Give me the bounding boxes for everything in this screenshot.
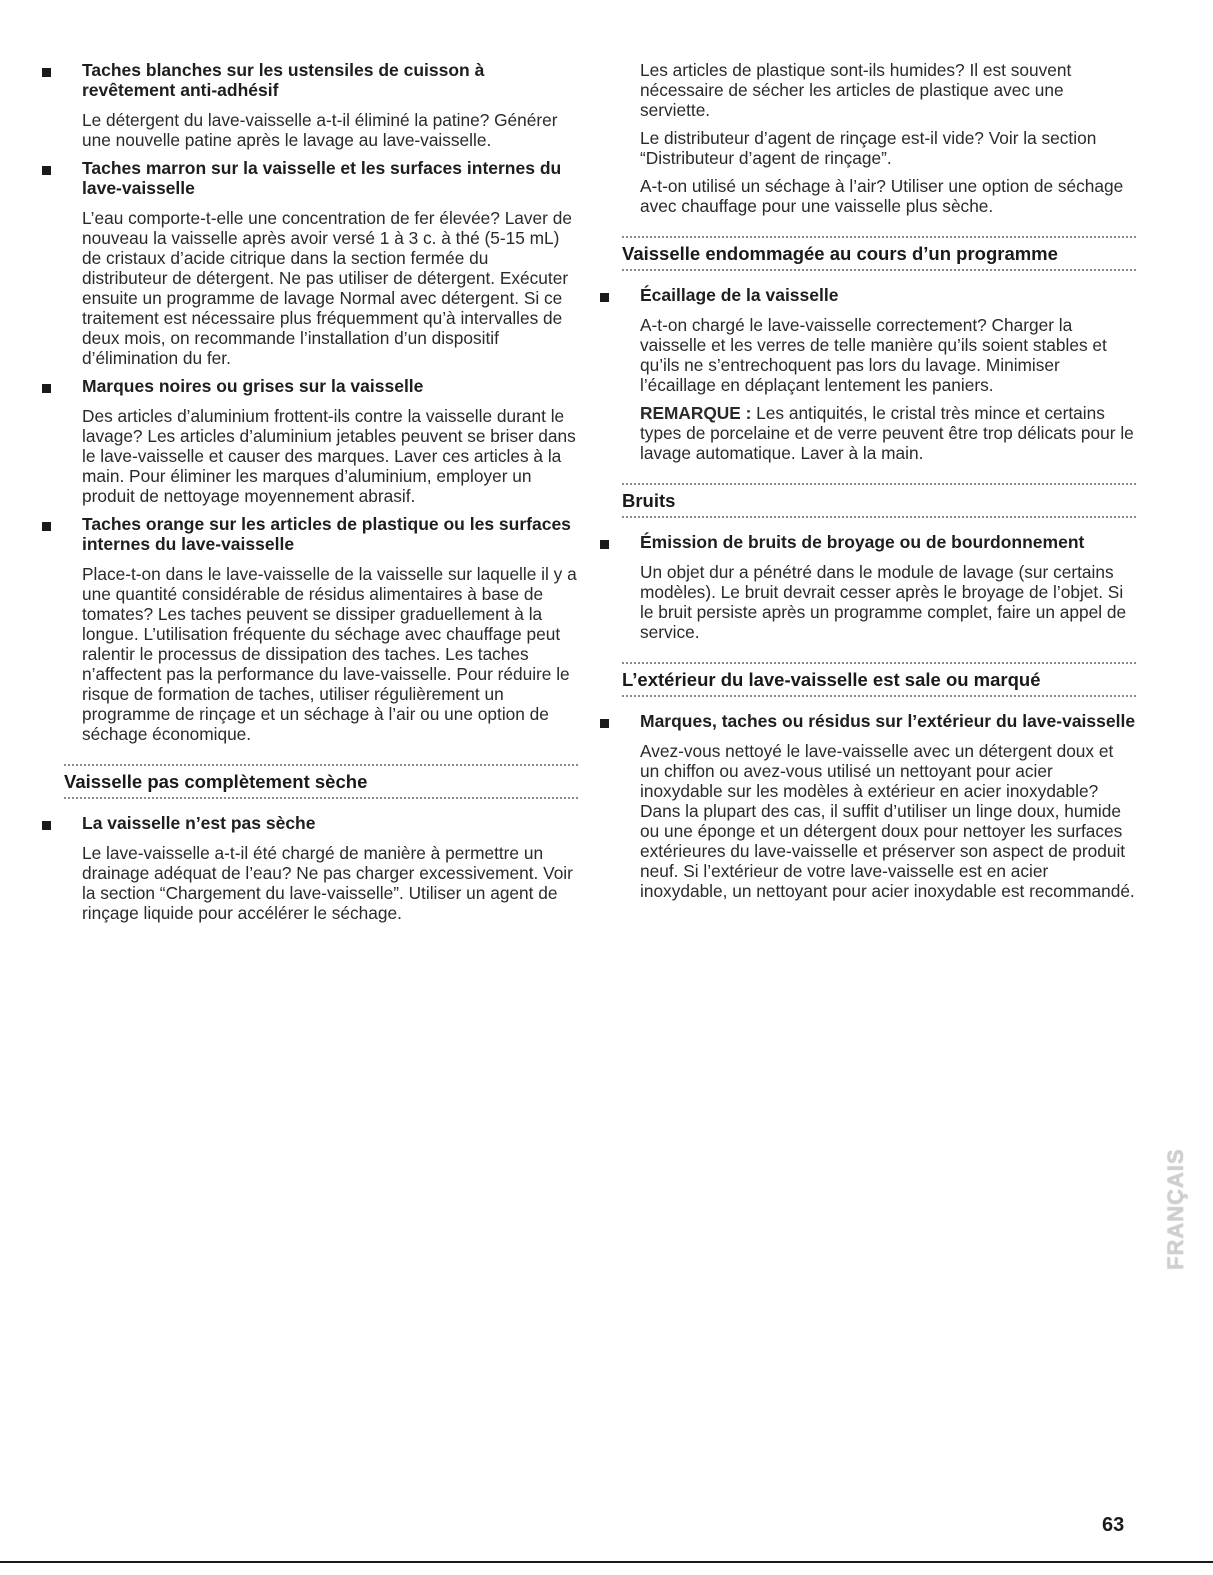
item-title: Émission de bruits de broyage ou de bourdonnement (640, 532, 1085, 552)
item-title: Taches orange sur les articles de plastique ou les surfaces internes du lave-vaisselle (82, 514, 571, 554)
section-heading-dry (38, 764, 578, 799)
item-paragraph: A-t-on chargé le lave-vaisselle correctement? Charger la vaisselle et les verres de telle manière qu’ils soient stables et qu’ils ne s’entrechoquent pas lors du lavage. Minimiser l’écaillage en déplaçant lentement les paniers. (640, 315, 1107, 395)
language-side-tab: FRANÇAIS (1163, 1148, 1188, 1270)
bullet-icon (600, 719, 609, 728)
item-paragraph: Avez-vous nettoyé le lave-vaisselle avec un détergent doux et un chiffon ou avez-vous utilisé un nettoyant pour acier inoxydable sur les modèles à extérieur en acier inoxydable? Dans la plupart des cas, il suffit d’utiliser un linge doux, humide ou une éponge et un détergent doux pour nettoyer les surfaces extérieures du lave-vaisselle et préserver son aspect de produit neuf. Si l’extérieur de votre lave-vaisselle est en acier inoxydable, un nettoyant pour acier inoxydable est recommandé. (640, 741, 1135, 901)
divider (622, 695, 1136, 697)
continued-paragraph: Le distributeur d’agent de rinçage est-il vide? Voir la section “Distributeur d’agent de rinçage”. (640, 128, 1097, 168)
item-title: Marques, taches ou résidus sur l’extérieur du lave-vaisselle (640, 711, 1136, 731)
item-paragraph: Place-t-on dans le lave-vaisselle de la vaisselle sur laquelle il y a une quantité considérable de résidus alimentaires à base de tomates? Les taches peuvent se dissiper graduellement à la longue. L’utilisation fréquente du séchage avec chauffage peut ralentir le processus de dissipation des taches. Les taches n’affectent pas la performance du lave-vaisselle. Pour réduire le risque de formation de taches, utiliser régulièrement un programme de rinçage et un séchage à l’air ou une option de séchage économique. (82, 564, 577, 744)
item-title: La vaisselle n’est pas sèche (82, 813, 316, 833)
divider (622, 269, 1136, 271)
note-label: REMARQUE : (640, 403, 752, 423)
left-column (38, 60, 578, 931)
section-title: Vaisselle endommagée au cours d’un programme (622, 243, 1058, 264)
troubleshoot-item (596, 285, 1136, 463)
item-title: Taches marron sur la vaisselle et les surfaces internes du lave-vaisselle (82, 158, 562, 198)
section-heading-damaged (596, 236, 1136, 271)
page-number: 63 (1102, 1514, 1125, 1536)
bullet-icon (600, 540, 609, 549)
section-title: L’extérieur du lave-vaisselle est sale ou marqué (622, 669, 1041, 690)
note-text: Les antiquités, le cristal très mince et certains types de porcelaine et de verre peuvent être trop délicats pour le lavage automatique. Laver à la main. (640, 403, 1134, 463)
bullet-icon (42, 68, 51, 77)
bullet-icon (42, 821, 51, 830)
troubleshoot-item (38, 158, 578, 368)
section-title: Bruits (622, 490, 676, 511)
bullet-icon (42, 166, 51, 175)
note-paragraph (640, 403, 1136, 463)
troubleshoot-item (596, 532, 1136, 642)
troubleshoot-item (38, 60, 578, 150)
section-title: Vaisselle pas complètement sèche (64, 771, 368, 792)
section-heading-exterior (596, 662, 1136, 697)
item-paragraph: L’eau comporte-t-elle une concentration de fer élevée? Laver de nouveau la vaisselle après avoir versé 1 à 3 c. à thé (5-15 mL) de cristaux d’acide citrique dans la section fermée du distributeur de détergent. Ne pas utiliser de détergent. Exécuter ensuite un programme de lavage Normal avec détergent. Si ce traitement est nécessaire plus fréquemment qu’à intervalles de deux mois, on recommande l’installation d’un dispositif d’élimination du fer. (82, 208, 572, 368)
troubleshoot-item (38, 813, 578, 923)
item-title: Écaillage de la vaisselle (640, 285, 839, 305)
bullet-icon (42, 384, 51, 393)
item-title: Marques noires ou grises sur la vaisselle (82, 376, 424, 396)
continued-paragraph: Les articles de plastique sont-ils humides? Il est souvent nécessaire de sécher les articles de plastique avec une serviette. (640, 60, 1072, 120)
item-paragraph: Le lave-vaisselle a-t-il été chargé de manière à permettre un drainage adéquat de l’eau? Ne pas charger excessivement. Voir la section “Chargement du lave-vaisselle”. Utiliser un agent de rinçage liquide pour accélérer le séchage. (82, 843, 573, 923)
item-paragraph: Des articles d’aluminium frottent-ils contre la vaisselle durant le lavage? Les articles d’aluminium jetables peuvent se briser dans le lave-vaisselle et causer des marques. Laver ces articles à la main. Pour éliminer les marques d’aluminium, employer un produit de nettoyage moyennement abrasif. (82, 406, 576, 506)
troubleshoot-item (38, 376, 578, 506)
bullet-icon (600, 293, 609, 302)
item-paragraph: Un objet dur a pénétré dans le module de lavage (sur certains modèles). Le bruit devrait cesser après le broyage de l’objet. Si le bruit persiste après un programme complet, faire un appel de service. (640, 562, 1127, 642)
bullet-icon (42, 522, 51, 531)
troubleshoot-item (596, 711, 1136, 901)
bottom-rule (0, 1561, 1213, 1563)
continued-paragraph: A-t-on utilisé un séchage à l’air? Utiliser une option de séchage avec chauffage pour une vaisselle plus sèche. (640, 176, 1124, 216)
divider (622, 516, 1136, 518)
divider (64, 797, 578, 799)
item-title: Taches blanches sur les ustensiles de cuisson à revêtement anti-adhésif (82, 60, 485, 100)
item-paragraph: Le détergent du lave-vaisselle a-t-il éliminé la patine? Générer une nouvelle patine après le lavage au lave-vaisselle. (82, 110, 558, 150)
right-column (596, 60, 1136, 909)
section-heading-noise (596, 483, 1136, 518)
troubleshoot-item (38, 514, 578, 744)
